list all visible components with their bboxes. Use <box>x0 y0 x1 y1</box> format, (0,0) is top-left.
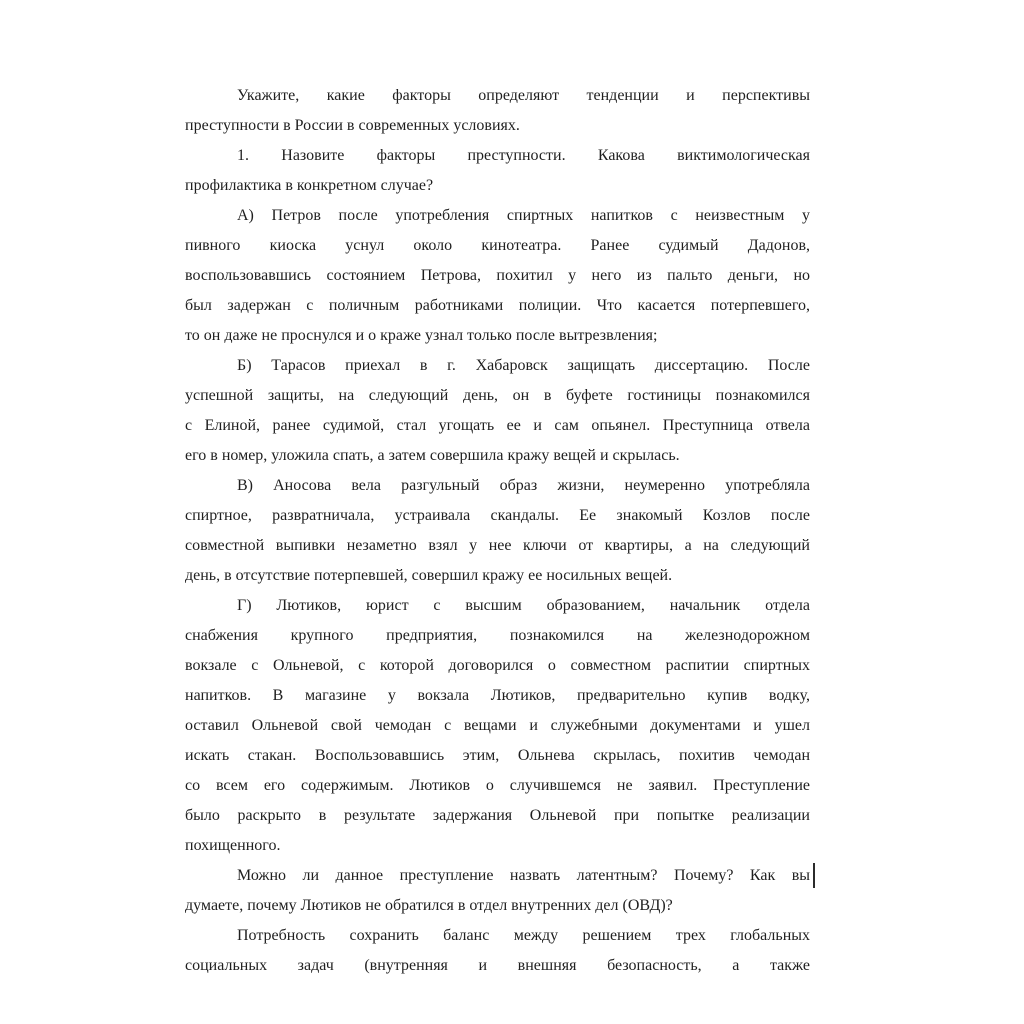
paragraph <box>185 81 810 141</box>
text-line[interactable]: было раскрыто в результате задержания Ольневой при попытке реализации <box>185 807 810 824</box>
paragraph <box>185 471 810 591</box>
text-line[interactable]: В) Аносова вела разгульный образ жизни, неумеренно употребляла <box>237 477 810 494</box>
text-line[interactable]: искать стакан. Воспользовавшись этим, Ольнева скрылась, похитив чемодан <box>185 747 810 764</box>
text-line[interactable]: похищенного. <box>185 837 281 854</box>
text-line[interactable]: Б) Тарасов приехал в г. Хабаровск защищать диссертацию. После <box>237 357 810 374</box>
paragraph <box>185 591 810 861</box>
text-line[interactable]: его в номер, уложила спать, а затем совершила кражу вещей и скрылась. <box>185 447 680 464</box>
text-line[interactable]: воспользовавшись состоянием Петрова, похитил у него из пальто деньги, но <box>185 267 810 284</box>
text-line[interactable]: Укажите, какие факторы определяют тенденции и перспективы <box>237 87 810 104</box>
text-line[interactable]: успешной защиты, на следующий день, он в буфете гостиницы познакомился <box>185 387 810 404</box>
text-line[interactable]: со всем его содержимым. Лютиков о случившемся не заявил. Преступление <box>185 777 810 794</box>
paragraph <box>185 861 810 921</box>
text-line[interactable]: день, в отсутствие потерпевшей, совершил кражу ее носильных вещей. <box>185 567 673 584</box>
text-line[interactable]: преступности в России в современных условиях. <box>185 117 520 134</box>
text-line[interactable]: Можно ли данное преступление назвать латентным? Почему? Как вы <box>185 861 810 891</box>
paragraph <box>185 201 810 351</box>
text-line[interactable]: думаете, почему Лютиков не обратился в отдел внутренних дел (ОВД)? <box>185 897 673 914</box>
text-line[interactable]: Потребность сохранить баланс между решением трех глобальных <box>237 927 810 944</box>
text-line[interactable]: спиртное, развратничала, устраивала скандалы. Ее знакомый Козлов после <box>185 507 810 524</box>
paragraph <box>185 351 810 471</box>
text-cursor <box>813 863 815 888</box>
text-line[interactable]: 1. Назовите факторы преступности. Какова виктимологическая <box>237 147 810 164</box>
text-line[interactable]: социальных задач (внутренняя и внешняя безопасность, а также <box>185 957 810 974</box>
text-line[interactable]: Г) Лютиков, юрист с высшим образованием, начальник отдела <box>237 597 810 614</box>
text-line[interactable]: пивного киоска уснул около кинотеатра. Ранее судимый Дадонов, <box>185 237 810 254</box>
paragraph <box>185 921 810 981</box>
text-line[interactable]: совместной выпивки незаметно взял у нее ключи от квартиры, а на следующий <box>185 537 810 554</box>
text-line[interactable]: профилактика в конкретном случае? <box>185 177 434 194</box>
document-page[interactable] <box>185 81 810 981</box>
text-line[interactable]: с Елиной, ранее судимой, стал угощать ее и сам опьянел. Преступница отвела <box>185 417 810 434</box>
paragraph <box>185 141 810 201</box>
text-line[interactable]: вокзале с Ольневой, с которой договорился о совместном распитии спиртных <box>185 657 810 674</box>
text-line[interactable]: снабжения крупного предприятия, познакомился на железнодорожном <box>185 627 810 644</box>
text-line[interactable]: оставил Ольневой свой чемодан с вещами и служебными документами и ушел <box>185 717 810 734</box>
text-line[interactable]: был задержан с поличным работниками полиции. Что касается потерпевшего, <box>185 297 810 314</box>
text-line[interactable]: то он даже не проснулся и о краже узнал только после вытрезвления; <box>185 327 658 344</box>
text-line[interactable]: напитков. В магазине у вокзала Лютиков, предварительно купив водку, <box>185 687 810 704</box>
text-line[interactable]: А) Петров после употребления спиртных напитков с неизвестным у <box>237 207 810 224</box>
